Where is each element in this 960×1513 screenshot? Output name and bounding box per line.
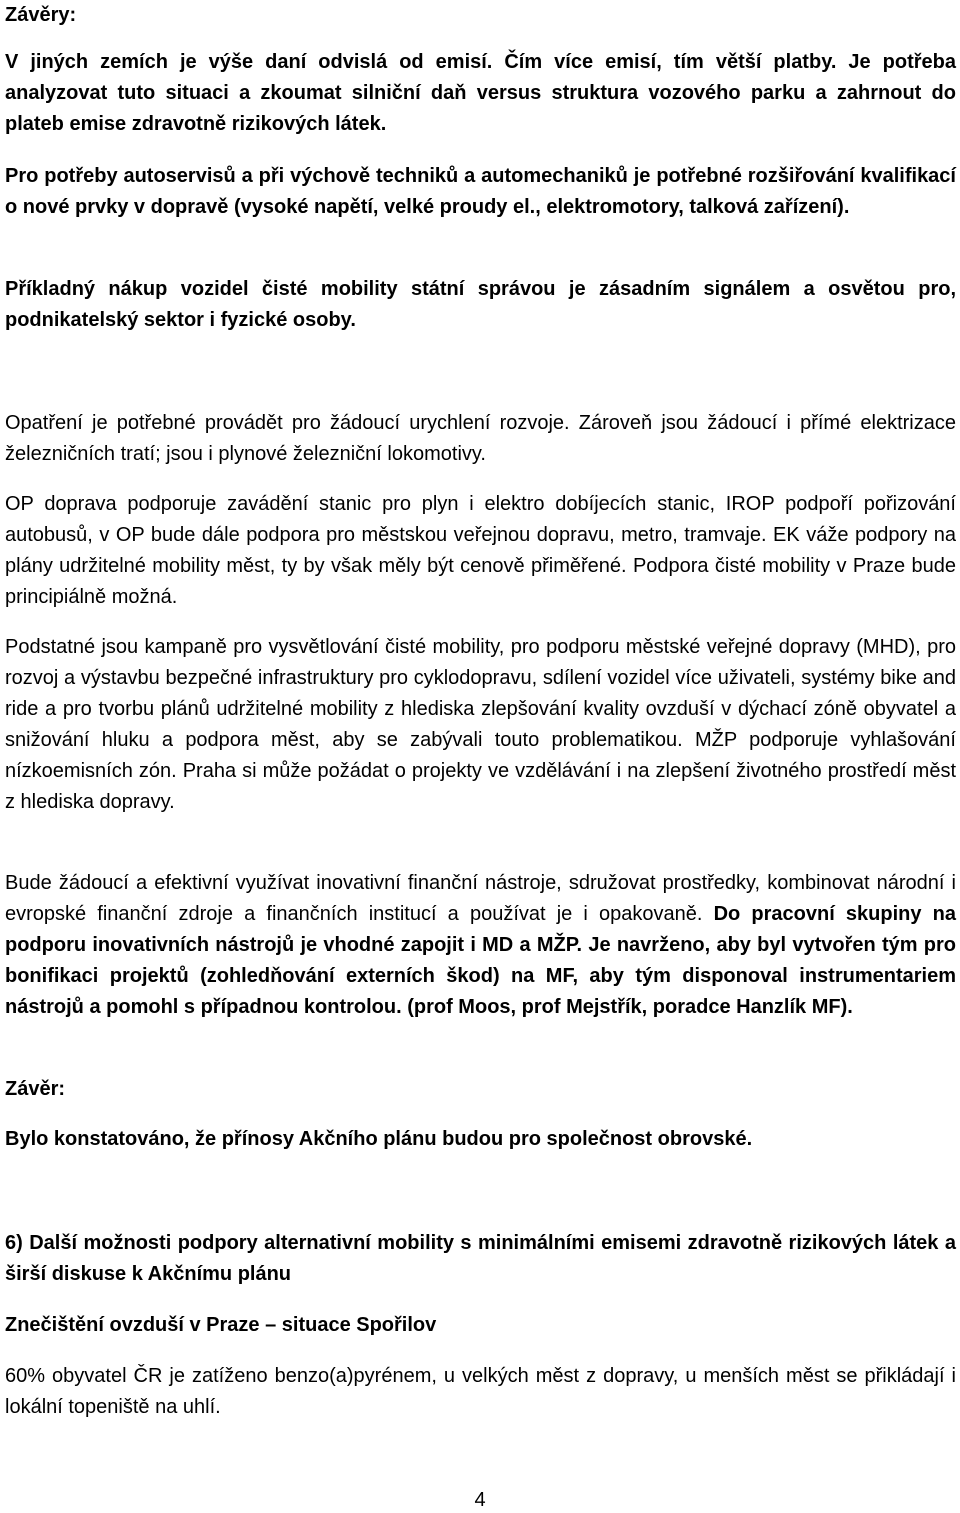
conclusions-heading: Závěry: bbox=[5, 4, 77, 26]
conclusions-paragraph-1: V jiných zemích je výše daní odvislá od emisí. Čím více emisí, tím větší platby. Je potřeba analyzovat tuto situaci a zkoumat silniční daň versus struktura vozového parku a zahrnout do plateb emise zdravotně rizikových látek. bbox=[5, 51, 956, 135]
page-number: 4 bbox=[474, 1489, 486, 1511]
section-6-text: 60% obyvatel ČR je zatíženo benzo(a)pyrénem, u velkých měst z dopravy, u menších měst se přikládají i lokální topeniště na uhlí. bbox=[5, 1365, 956, 1418]
conclusion-text: Bylo konstatováno, že přínosy Akčního plánu budou pro společnost obrovské. bbox=[5, 1128, 753, 1150]
working-group-text: Do pracovní skupiny na podporu inovativních nástrojů je vhodné zapojit i MD a MŽP. Je navrženo, aby byl vytvořen tým pro bonifikaci projektů (zohledňování externích škod) na MF, aby tým disponoval instrumentariem nástrojů a pomohl s případnou kontrolou. (prof Moos, prof Mejstřík, poradce Hanzlík MF). bbox=[5, 903, 956, 1018]
section-6-heading: 6) Další možnosti podpory alternativní mobility s minimálními emisemi zdravotně rizikových látek a širší diskuse k Akčnímu plánu bbox=[5, 1232, 956, 1285]
conclusions-paragraph-3: Příkladný nákup vozidel čisté mobility státní správou je zásadním signálem a osvětou pro, podnikatelský sektor i fyzické osoby. bbox=[5, 278, 956, 331]
measures-paragraph: Opatření je potřebné provádět pro žádoucí urychlení rozvoje. Zároveň jsou žádoucí i přímé elektrizace železničních tratí; jsou i plynové železniční lokomotivy. bbox=[5, 412, 956, 465]
financial-instruments-paragraph bbox=[5, 868, 956, 1023]
financial-instruments-text: Bude žádoucí a efektivní využívat inovativní finanční nástroje, sdružovat prostředky, kombinovat národní i evropské finanční zdroje a finančních institucí a používat je i opakovaně. bbox=[5, 872, 956, 925]
conclusion-heading: Závěr: bbox=[5, 1078, 66, 1100]
section-6-subheading: Znečištění ovzduší v Praze – situace Spořilov bbox=[5, 1314, 437, 1336]
op-transport-paragraph: OP doprava podporuje zavádění stanic pro plyn i elektro dobíjecích stanic, IROP podpoří pořizování autobusů, v OP bude dále podpora pro městskou veřejnou dopravu, metro, tramvaje. EK váže podpory na plány udržitelné mobility měst, ty by však měly být cenově přiměřené. Podpora čisté mobility v Praze bude principiálně možná. bbox=[5, 493, 956, 608]
campaigns-paragraph: Podstatné jsou kampaně pro vysvětlování čisté mobility, pro podporu městské veřejné dopravy (MHD), pro rozvoj a výstavbu bezpečné infrastruktury pro cyklodopravu, sdílení vozidel více uživateli, systémy bike and ride a pro tvorbu plánů udržitelné mobility z hlediska zlepšování kvality ovzduší v dýchací zóně obyvatel a snižování hluku a podpora měst, aby se zabývali touto problematikou. MŽP podporuje vyhlašování nízkoemisních zón. Praha si může požádat o projekty ve vzdělávání i na zlepšení životného prostředí měst z hlediska dopravy. bbox=[5, 636, 956, 813]
conclusions-paragraph-2: Pro potřeby autoservisů a při výchově techniků a automechaniků je potřebné rozšiřování kvalifikací o nové prvky v dopravě (vysoké napětí, velké proudy el., elektromotory, talková zařízení). bbox=[5, 165, 956, 218]
